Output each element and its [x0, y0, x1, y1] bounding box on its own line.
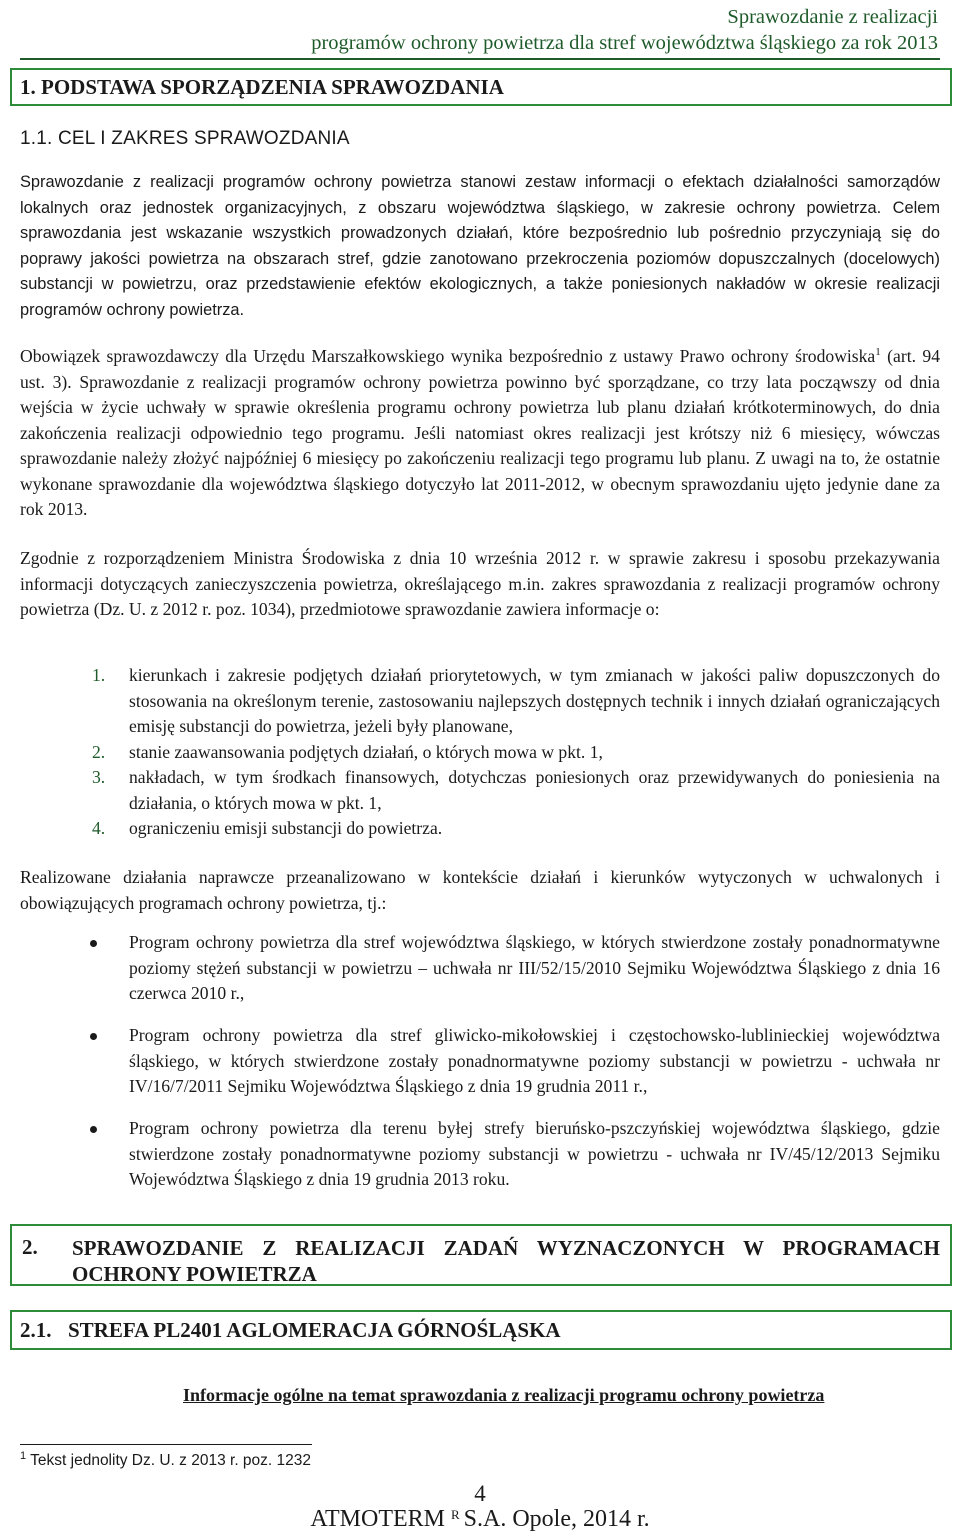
paragraph-purpose: Sprawozdanie z realizacji programów ochrony powietrza stanowi zestaw informacji o efektach działalności samorządów lokalnych oraz jednostek organizacyjnych, z obszaru województwa śląskiego, w zakresie ochrony powietrza. Celem sprawozdania jest wskazanie wszystkich prowadzonych działań, które bezpośrednio lub pośrednio przyczyniają się do poprawy jakości powietrza na obszarach stref, gdzie zanotowano przekroczenia poziomów dopuszczalnych (docelowych) substancji w powietrzu, oraz przedstawienie efektów ekologicznych, a także poniesionych nakładów w okresie realizacji programów ochrony powietrza.: [20, 173, 940, 319]
list-item: [20, 1023, 940, 1100]
bullet-icon: [90, 1126, 97, 1133]
header-line-2: programów ochrony powietrza dla stref województwa śląskiego za rok 2013: [311, 32, 938, 54]
section-2-1-number: 2.1.: [20, 1318, 52, 1342]
list-item-text: Program ochrony powietrza dla stref województwa śląskiego, w których stwierdzone zostały ponadnormatywne poziomy stężeń substancji w powietrzu – uchwała nr III/52/15/2010 Sejmiku Województwa Śląskiego z dnia 16 czerwca 2010 r.,: [129, 932, 940, 1003]
subsection-1-1-heading: 1.1. CEL I ZAKRES SPRAWOZDANIA: [20, 128, 350, 149]
list-item: [92, 765, 940, 816]
paragraph-obligation-part-a: Obowiązek sprawozdawczy dla Urzędu Marszałkowskiego wynika bezpośrednio z ustawy Prawo ochrony środowiska: [20, 346, 876, 366]
info-heading: Informacje ogólne na temat sprawozdania z realizacji programu ochrony powietrza: [183, 1385, 825, 1405]
footnote-text: Tekst jednolity Dz. U. z 2013 r. poz. 1232: [26, 1452, 312, 1469]
section-2-number: 2.: [22, 1235, 38, 1259]
footer-company: ATMOTERM: [310, 1506, 445, 1532]
section-1-title: 1. PODSTAWA SPORZĄDZENIA SPRAWOZDANIA: [20, 75, 504, 99]
list-item: [92, 816, 940, 842]
list-item-text: stanie zaawansowania podjętych działań, o których mowa w pkt. 1,: [129, 741, 603, 762]
paragraph-obligation: [20, 344, 940, 523]
paragraph-actions: Realizowane działania naprawcze przeanalizowano w kontekście działań i kierunków wytyczonych w uchwalonych i obowiązujących programach ochrony powietrza, tj.:: [20, 867, 940, 913]
footnote-mark: 1: [20, 1449, 27, 1462]
list-number: 2.: [92, 741, 106, 762]
section-2-title: SPRAWOZDANIE Z REALIZACJI ZADAŃ WYZNACZONYCH W PROGRAMACH OCHRONY POWIETRZA: [72, 1236, 940, 1286]
running-header: [311, 4, 938, 56]
list-item-text: ograniczeniu emisji substancji do powietrza.: [129, 818, 443, 838]
paragraph-regulation: Zgodnie z rozporządzeniem Ministra Środowiska z dnia 10 września 2012 r. w sprawie zakresu i sposobu przekazywania informacji dotyczących zanieczyszczenia powietrza, określającego m.in. zakres sprawozdania z realizacji programów ochrony powietrza (Dz. U. z 2012 r. poz. 1034), przedmiotowe sprawozdanie zawiera informacje o:: [20, 548, 940, 619]
numbered-list: [92, 663, 940, 842]
paragraph-obligation-part-b: (art. 94 ust. 3). Sprawozdanie z realizacji programów ochrony powietrza powinno być sporządzane, co trzy lata począwszy od dnia wejścia w życie uchwały w sprawie określenia programu ochrony powietrza lub planu działań krótkoterminowych, do dnia zakończenia realizacji odpowiednio tego programu. Jeśli natomiast okres realizacji jest krótszy niż 6 miesięcy, wówczas sprawozdanie należy złożyć najpóźniej 6 miesięcy po zakończeniu realizacji tego programu lub planu. Z uwagi na to, że ostatnie wykonane sprawozdanie dla województwa śląskiego dotyczyło lat 2011-2012, w obecnym sprawozdaniu ujęto jedynie dane za rok 2013.: [20, 346, 940, 519]
header-line-1: Sprawozdanie z realizacji: [727, 6, 938, 28]
section-2-1-heading: [10, 1310, 952, 1350]
footnote: [20, 1449, 312, 1470]
section-1-heading: [10, 68, 952, 106]
bullet-icon: [90, 1033, 97, 1040]
registered-mark: R: [451, 1507, 460, 1522]
bullet-list: [20, 930, 940, 1209]
list-item-text: kierunkach i zakresie podjętych działań priorytetowych, w tym zmianach w jakości paliw dopuszczonych do stosowania na określonym terenie, zastosowaniu najlepszych dostępnych technik i innych działań ograniczających emisję substancji do powietrza, jeżeli były planowane,: [129, 665, 940, 736]
page-footer: [0, 1506, 960, 1533]
list-item-text: Program ochrony powietrza dla stref gliwicko-mikołowskiej i częstochowsko-lublinieckiej województwa śląskiego, w których stwierdzone zostały ponadnormatywne poziomy substancji w powietrzu - uchwała nr IV/16/7/2011 Sejmiku Województwa Śląskiego z dnia 19 grudnia 2011 r.,: [129, 1025, 940, 1096]
page-number: 4: [474, 1481, 486, 1506]
list-item: [20, 930, 940, 1007]
section-2-heading: [10, 1224, 952, 1286]
bullet-icon: [90, 940, 97, 947]
list-item: [92, 740, 940, 766]
list-item-text: Program ochrony powietrza dla terenu byłej strefy bieruńsko-pszczyńskiej województwa śląskiego, gdzie stwierdzone zostały ponadnormatywne poziomy substancji w powietrzu - uchwała nr IV/45/12/2013 Sejmiku Województwa Śląskiego z dnia 19 grudnia 2013 roku.: [129, 1118, 940, 1189]
footnote-divider: [20, 1444, 312, 1445]
list-number: 1.: [92, 665, 106, 685]
footer-rest: S.A. Opole, 2014 r.: [463, 1506, 650, 1532]
footnote-ref: 1: [875, 346, 881, 359]
section-2-1-title: STREFA PL2401 AGLOMERACJA GÓRNOŚLĄSKA: [68, 1318, 561, 1342]
header-divider: [20, 58, 940, 60]
list-item: [20, 1116, 940, 1193]
list-item-text: nakładach, w tym środkach finansowych, dotychczas poniesionych oraz przewidywanych do poniesienia na działania, o których mowa w pkt. 1,: [129, 767, 940, 813]
list-item: [92, 663, 940, 740]
list-number: 4.: [92, 818, 106, 838]
list-number: 3.: [92, 767, 106, 787]
